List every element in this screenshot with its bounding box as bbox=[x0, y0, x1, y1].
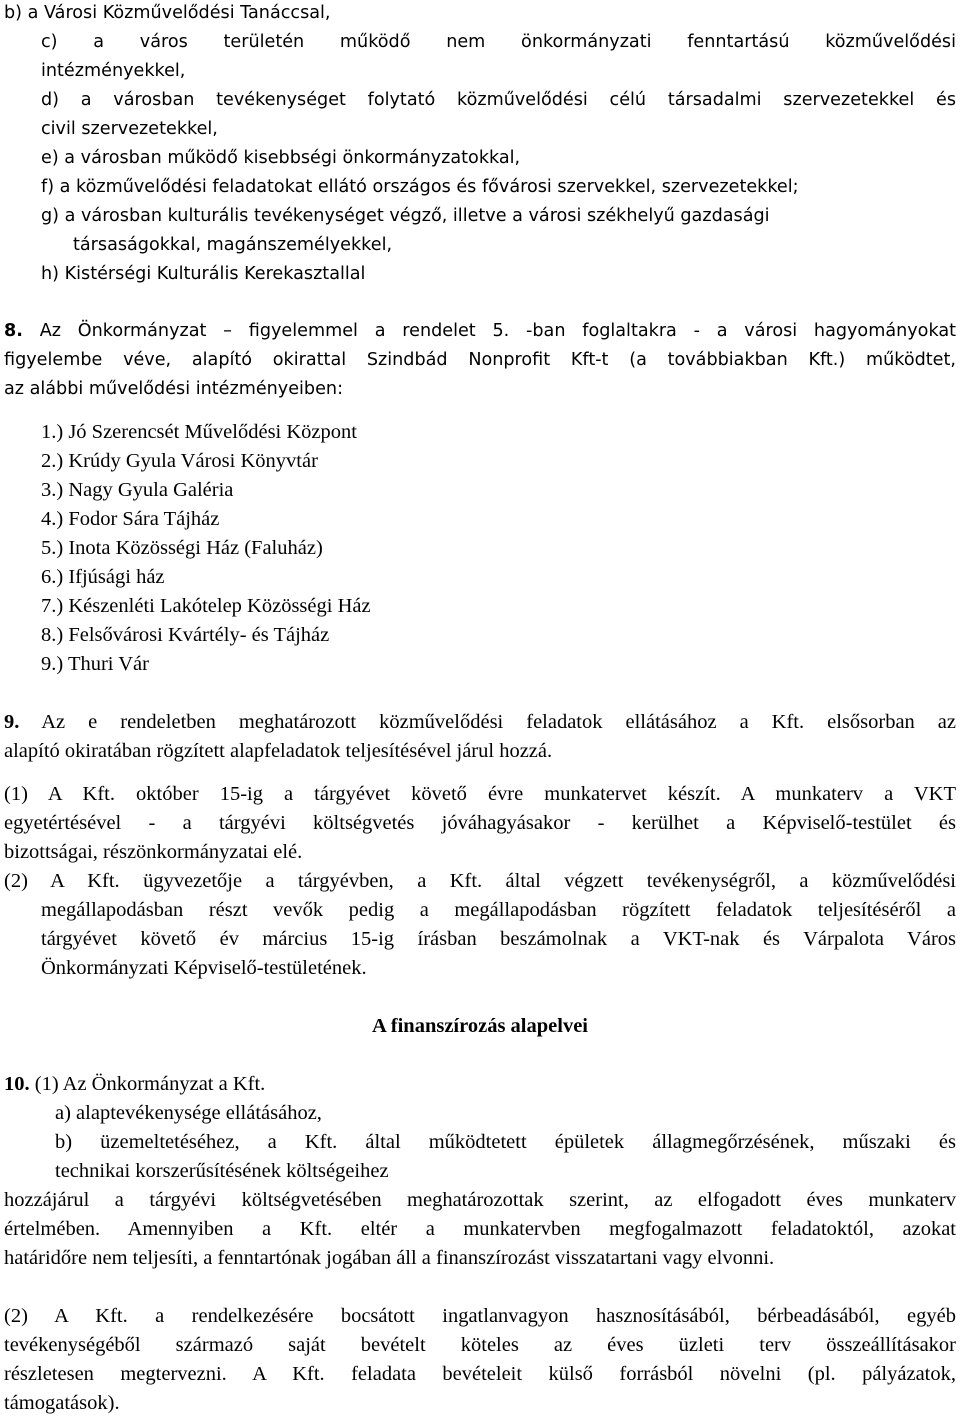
institution-item-2: 2.) Krúdy Gyula Városi Könyvtár bbox=[41, 450, 318, 472]
section-9-para2-line1: (2) A Kft. ügyvezetője a tárgyévben, a Kft. által végzett tevékenységről, a közművelődési bbox=[4, 870, 956, 892]
section-9-line2: alapító okiratában rögzített alapfeladatok teljesítésével járul hozzá. bbox=[4, 740, 553, 762]
institution-item-8: 8.) Felsővárosi Kvártély- és Tájház bbox=[41, 624, 330, 646]
section-10-para2-line2: tevékenységéből származó saját bevételt köteles az éves üzleti terv összeállításakor bbox=[4, 1334, 956, 1356]
list-item-c-line1: c) a város területén működő nem önkormányzati fenntartású közművelődési bbox=[41, 32, 956, 52]
institution-item-7: 7.) Készenléti Lakótelep Közösségi Ház bbox=[41, 595, 371, 617]
list-item-c-line2: intézményekkel, bbox=[41, 61, 186, 81]
section-10-para2-line4: támogatások). bbox=[4, 1392, 120, 1414]
section-8-line3: az alábbi művelődési intézményeiben: bbox=[4, 379, 343, 399]
section-10-number: 10. bbox=[4, 1073, 30, 1095]
section-8-line2: figyelembe véve, alapító okirattal Szindbád Nonprofit Kft-t (a továbbiakban Kft.) működtet, bbox=[4, 350, 956, 370]
section-9-para1-line1: (1) A Kft. október 15-ig a tárgyévet követő évre munkatervet készít. A munkaterv a VKT bbox=[4, 783, 956, 805]
section-10-item-a: a) alaptevékenysége ellátásához, bbox=[55, 1102, 322, 1124]
institution-item-5: 5.) Inota Közösségi Ház (Faluház) bbox=[41, 537, 323, 559]
section-9-para2-line4: Önkormányzati Képviselő-testületének. bbox=[41, 957, 367, 979]
section-10-text: (1) Az Önkormányzat a Kft. bbox=[34, 1073, 266, 1095]
section-9-para1-line2: egyetértésével - a tárgyévi költségvetés jóváhagyásakor - kerülhet a Képviselő-testület és bbox=[4, 812, 956, 834]
institution-item-6: 6.) Ifjúsági ház bbox=[41, 566, 165, 588]
section-9-para1-line3: bizottságai, részönkormányzatai elé. bbox=[4, 841, 303, 863]
list-item-e: e) a városban működő kisebbségi önkormányzatokkal, bbox=[41, 148, 521, 168]
list-item-g-line1: g) a városban kulturális tevékenységet végző, illetve a városi székhelyű gazdasági bbox=[41, 206, 770, 226]
section-10-item-b-line1: b) üzemeltetéséhez, a Kft. által működtetett épületek állagmegőrzésének, műszaki és bbox=[55, 1131, 956, 1153]
section-8-text: Az Önkormányzat – figyelemmel a rendelet 5. -ban foglaltakra - a városi hagyományokat bbox=[39, 321, 956, 341]
institution-item-3: 3.) Nagy Gyula Galéria bbox=[41, 479, 234, 501]
section-10-line6: értelmében. Amennyiben a Kft. eltér a munkatervben megfogalmazott feladatoktól, azokat bbox=[4, 1218, 956, 1240]
section-9-para2-line3: tárgyévet követő év március 15-ig írásban beszámolnak a VKT-nak és Várpalota Város bbox=[41, 928, 956, 950]
list-item-d-line1: d) a városban tevékenységet folytató közművelődési célú társadalmi szervezetekkel és bbox=[41, 90, 956, 110]
section-8-line1 bbox=[4, 319, 956, 345]
institution-item-9: 9.) Thuri Vár bbox=[41, 653, 149, 675]
section-10-para2-line1: (2) A Kft. a rendelkezésére bocsátott ingatlanvagyon hasznosításából, bérbeadásából, egyéb bbox=[4, 1305, 956, 1327]
section-10-line1 bbox=[4, 1072, 956, 1098]
section-10-line7: határidőre nem teljesíti, a fenntartónak jogában áll a finanszírozást visszatartani vagy elvonni. bbox=[4, 1247, 775, 1269]
list-item-f: f) a közművelődési feladatokat ellátó országos és fővárosi szervekkel, szervezetekkel; bbox=[41, 177, 799, 197]
section-9-number: 9. bbox=[4, 711, 20, 733]
list-item-d-line2: civil szervezetekkel, bbox=[41, 119, 218, 139]
section-10-line5: hozzájárul a tárgyévi költségvetésében meghatározottak szerint, az elfogadott éves munkaterv bbox=[4, 1189, 956, 1211]
section-10-item-b-line2: technikai korszerűsítésének költségeihez bbox=[55, 1160, 389, 1182]
section-9-text: Az e rendeletben meghatározott közművelődési feladatok ellátásához a Kft. elsősorban az bbox=[41, 711, 956, 733]
section-heading: A finanszírozás alapelvei bbox=[371, 1015, 588, 1037]
section-9-line1 bbox=[4, 710, 956, 736]
section-8-number: 8. bbox=[4, 321, 23, 341]
list-item-g-line2: társaságokkal, magánszemélyekkel, bbox=[73, 235, 393, 255]
list-item-b: b) a Városi Közművelődési Tanáccsal, bbox=[4, 3, 331, 23]
institution-item-4: 4.) Fodor Sára Tájház bbox=[41, 508, 220, 530]
institution-item-1: 1.) Jó Szerencsét Művelődési Központ bbox=[41, 421, 357, 443]
section-9-para2-line2: megállapodásban részt vevők pedig a megállapodásban rögzített feladatok teljesítéséről a bbox=[41, 899, 956, 921]
list-item-h: h) Kistérségi Kulturális Kerekasztallal bbox=[41, 264, 366, 284]
section-10-para2-line3: részletesen megtervezni. A Kft. feladata bevételeit külső forrásból növelni (pl. pályázatok, bbox=[4, 1363, 956, 1385]
